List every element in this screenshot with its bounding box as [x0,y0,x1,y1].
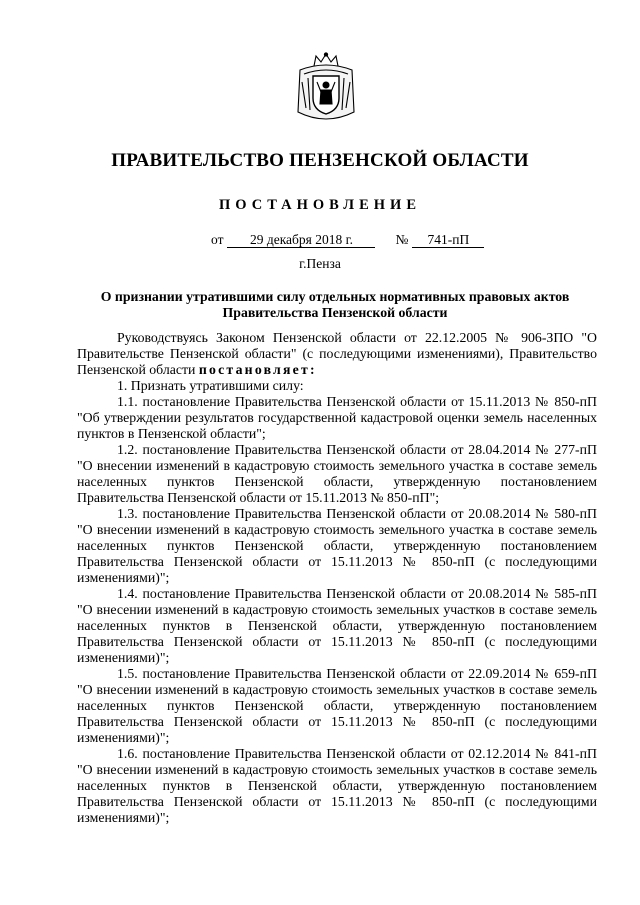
subitem-number: 1.4. [117,586,138,601]
subitem-text: постановление Правительства Пензенской области от 28.04.2014 № 277-пП "О внесении изменений в кадастровую стоимость земельного участка в составе земель населенных пунктов Пензенской области, утвержденную постановлением Правительства Пензенской области от 15.11.2013 № 850-пП"; [77,442,597,505]
organization-title: ПРАВИТЕЛЬСТВО ПЕНЗЕНСКОЙ ОБЛАСТИ [111,150,529,171]
decree-keyword: постановляет: [198,362,317,377]
coat-of-arms-icon [292,52,360,128]
subitem-text: постановление Правительства Пензенской области от 02.12.2014 № 841-пП "О внесении изменений в кадастровую стоимость земельных участков в составе земель населенных пунктов в Пензенской области, утвержденную постановлением Правительства Пензенской области от 15.11.2013 № 850-пП (с последующими изменениями)"; [77,746,597,825]
document-type: ПОСТАНОВЛЕНИЕ [218,197,421,213]
subitem-text: постановление Правительства Пензенской области от 22.09.2014 № 659-пП "О внесении изменений в кадастровую стоимость земельных участков в составе земель населенных пунктов Пензенской области, утвержденную постановлением Правительства Пензенской области от 15.11.2013 № 850-пП (с последующими изменениями)"; [77,666,597,745]
subitem-number: 1.3. [117,506,138,521]
number-label: № [395,232,409,247]
intro-paragraph [77,330,597,378]
document-number: 741-пП [412,233,484,248]
subitem-text: постановление Правительства Пензенской области от 15.11.2013 № 850-пП "Об утверждении результатов государственной кадастровой оценки земель населенных пунктов в Пензенской области"; [77,394,597,441]
subitem-number: 1.6. [117,746,138,761]
subitem-number: 1.2. [117,442,138,457]
subitem-text: постановление Правительства Пензенской области от 20.08.2014 № 585-пП "О внесении изменений в кадастровую стоимость земельных участков в составе земель населенных пунктов в Пензенской области, утвержденную постановлением Правительства Пензенской области от 15.11.2013 № 850-пП (с последующими изменениями)"; [77,586,597,665]
subitem-1-2 [77,442,597,506]
from-label: от [211,232,224,247]
subitem-number: 1.1. [117,394,138,409]
date-number-line [211,232,484,248]
document-body [77,330,597,826]
subitem-1-1 [77,394,597,442]
subitem-1-4 [77,586,597,666]
subitem-1-6 [77,746,597,826]
subitem-1-3 [77,506,597,586]
subitem-text: постановление Правительства Пензенской области от 20.08.2014 № 580-пП "О внесении изменений в кадастровую стоимость земельного участка в составе земель населенных пунктов Пензенской области, утвержденную постановлением Правительства Пензенской области от 15.11.2013 № 850-пП (с последующими изменениями)"; [77,506,597,585]
document-date: 29 декабря 2018 г. [227,233,375,248]
item-1: 1. Признать утратившими силу: [117,378,304,393]
intro-text: Руководствуясь Законом Пензенской области от 22.12.2005 № 906-ЗПО "О Правительстве Пензенской области" (с последующими изменениями), Правительство Пензенской области [77,330,597,377]
subitem-1-5 [77,666,597,746]
document-title: О признании утратившими силу отдельных нормативных правовых актов Правительства Пензенской области [100,289,570,320]
city: г.Пенза [299,256,341,271]
subitem-number: 1.5. [117,666,138,681]
